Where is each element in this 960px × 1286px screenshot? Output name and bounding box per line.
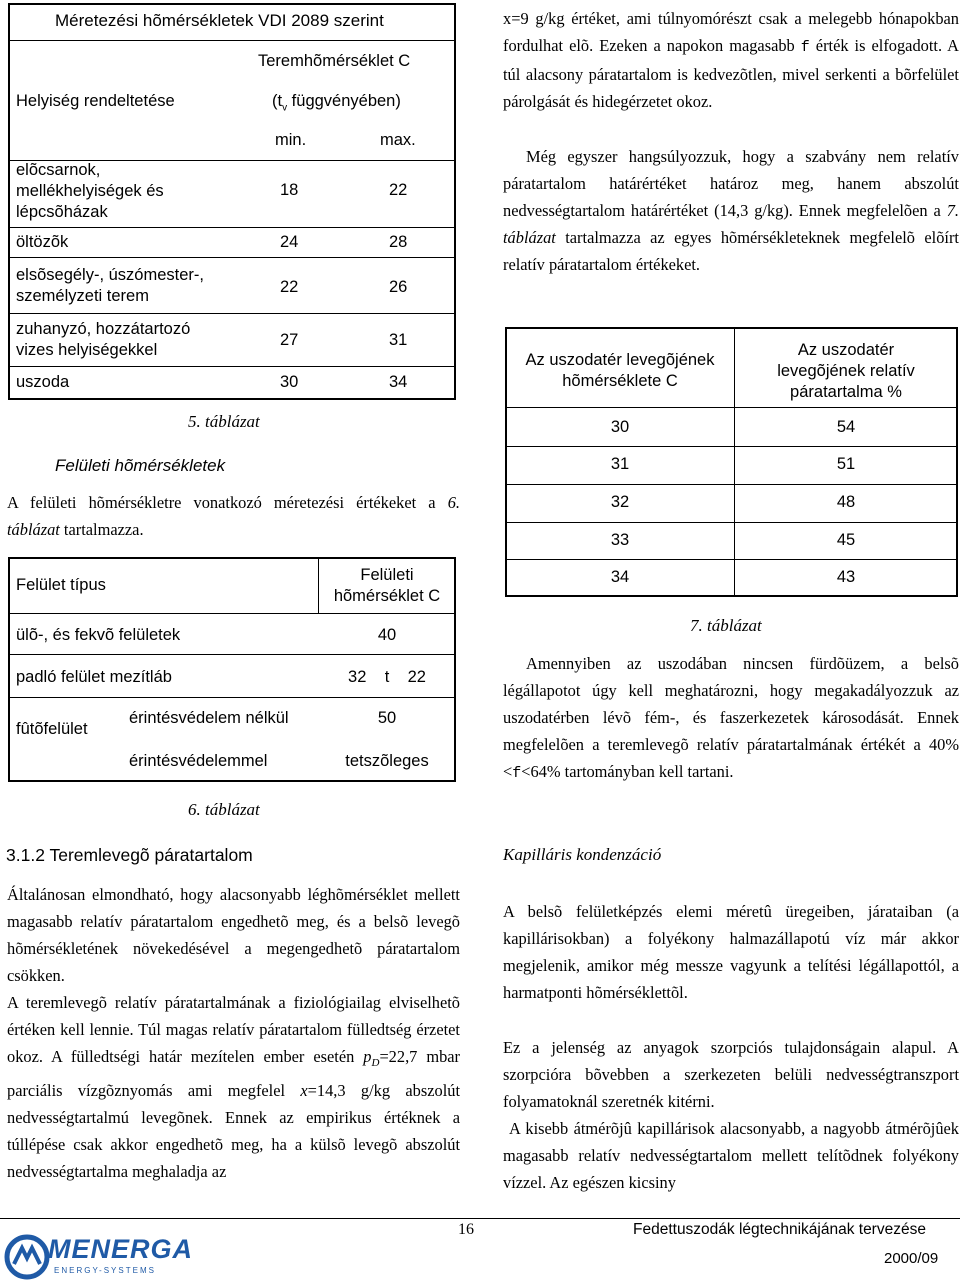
- paragraph-kapillaris-3: A kisebb átmérõjû kapillárisok alacsonyabb, a nagyobb átmérõjûek magasabb relatív nedvességtartalom mellett telítõdnek folyékony vízzel. Az egészen kicsiny: [503, 1119, 959, 1192]
- table7-rule: [506, 559, 957, 560]
- table5-col2-header-2: ($t_v$ függvényében): [272, 92, 401, 114]
- logo-wordmark: MENERGA: [48, 1234, 194, 1264]
- table6-col2-header: Felületi hõmérséklet C: [333, 566, 441, 605]
- table6-row3-sub2: érintésvédelemmel: [129, 752, 268, 770]
- table6-rule: [9, 613, 455, 614]
- table6-row3-sub1: érintésvédelem nélkül: [129, 709, 289, 727]
- section-heading-kapillaris: Kapilláris kondenzáció: [503, 845, 662, 864]
- table7-rule: [506, 522, 957, 523]
- table5-max-label: max.: [380, 131, 416, 149]
- paragraph-right-3: Amennyiben az uszodában nincsen fürdõüzem, a belsõ légállapotot úgy kell meghatározni, hogy megakadályozzuk az uszodatérben lévõ fém-, és faszerkezetek károsodását. Ennek megfelelõen a teremlevegõ relatív páratartalmának értékét a 40%<f<64% tartományban kell tartani.: [503, 654, 959, 782]
- table6-caption: 6. táblázat: [188, 800, 260, 819]
- logo-subtitle: ENERGY-SYSTEMS: [54, 1266, 156, 1275]
- table6-row3-sub1-value: 50: [377, 709, 397, 727]
- paragraph-kapillaris-1: A belsõ felületképzés elemi méretû üregeiben, járataiban (a kapillárisokban) a folyékony halmazállapotú víz már akkor megjelenik, amikor még messze vagyunk a telítési légállapottól, a harmatponti hõmérséklettõl.: [503, 902, 959, 1002]
- table5-row-1-name: elõcsarnok, mellékhelyiségek és lépcsõházak: [16, 161, 164, 221]
- document-date: 2000/09: [884, 1250, 939, 1267]
- table7-row-3-t: 32: [610, 493, 630, 511]
- table6-row3-sub2-value: tetszõleges: [345, 752, 429, 770]
- page-number: 16: [458, 1221, 474, 1238]
- table5-row-4-name: zuhanyzó, hozzátartozó vizes helyiségekkel: [16, 320, 191, 359]
- table5-row-4-max: 31: [389, 331, 408, 349]
- table5-row-2-max: 28: [389, 233, 408, 251]
- table6-row3-label: fûtõfelület: [16, 720, 88, 738]
- table7-row-1-rh: 54: [836, 418, 856, 436]
- table5-rule: [9, 366, 455, 367]
- table5-row-2-min: 24: [280, 233, 299, 251]
- table5-row-2-name: öltözõk: [16, 233, 69, 251]
- footer-rule: [0, 1218, 960, 1219]
- table6-row1-label: ülõ-, és fekvõ felületek: [16, 626, 181, 644]
- table5-row-1-max: 22: [389, 181, 408, 199]
- table5-row-5-name: uszoda: [16, 373, 70, 391]
- table7-rule: [506, 446, 957, 447]
- table5-col2-header-1: Teremhõmérséklet C: [258, 52, 411, 70]
- table5-title: Méretezési hõmérsékletek VDI 2089 szerint: [55, 11, 384, 30]
- table6-row1-value: 40: [377, 626, 397, 644]
- table7-row-4-t: 33: [610, 531, 630, 549]
- table5-rule: [9, 40, 455, 41]
- table7-caption: 7. táblázat: [690, 616, 762, 635]
- table5-col1-header: Helyiség rendeltetése: [16, 92, 175, 110]
- table7-rule: [506, 407, 957, 408]
- paragraph-312-1: Általánosan elmondható, hogy alacsonyabb léghõmérséklet mellett magasabb relatív páratartalom engedhetõ meg, és a belsõ levegõ hõmérsékletének növekedésével a megengedhetõ páratartalom csökken.: [7, 885, 460, 985]
- section-heading-feluleti: Felületi hõmérsékletek: [55, 456, 226, 475]
- table7-row-1-t: 30: [610, 418, 630, 436]
- table6-rule: [9, 697, 455, 698]
- menerga-logo-icon: [4, 1234, 50, 1280]
- table6-row2-value: 32 t 22: [348, 668, 426, 686]
- table7-rule: [506, 484, 957, 485]
- table5-row-5-min: 30: [280, 373, 299, 391]
- table5-row-4-min: 27: [280, 331, 299, 349]
- table7-row-4-rh: 45: [836, 531, 856, 549]
- table7-col1-header: Az uszodatér levegõjének hõmérséklete C: [525, 351, 715, 390]
- table6-row2-label: padló felület mezítláb: [16, 668, 172, 686]
- table5-min-label: min.: [275, 131, 307, 149]
- menerga-logo: [4, 1232, 194, 1282]
- table5-row-3-min: 22: [280, 278, 299, 296]
- table5-row-3-max: 26: [389, 278, 408, 296]
- table7-col2-header: Az uszodatér levegõjének relatív páratartalma %: [777, 341, 915, 401]
- table6-col1-header: Felület típus: [16, 576, 106, 594]
- paragraph-feluleti: A felületi hõmérsékletre vonatkozó méretezési értékeket a 6. táblázat tartalmazza.: [7, 493, 460, 539]
- table5-row-3-name: elsõsegély-, úszómester-, személyzeti terem: [16, 266, 204, 305]
- table7-row-2-rh: 51: [836, 455, 856, 473]
- table5-rule: [9, 313, 455, 314]
- table7-row-3-rh: 48: [836, 493, 856, 511]
- section-heading-312: 3.1.2 Teremlevegõ páratartalom: [6, 845, 253, 865]
- paragraph-right-2: Még egyszer hangsúlyozzuk, hogy a szabvány nem relatív páratartalom határértéket határoz meg, hanem abszolút nedvességtartalom határértéket (14,3 g/kg). Ennek megfelelõen a 7. táblázat tartalmazza az egyes hõmérsékleteknek megfelelõ elõírt relatív páratartalom értékeket.: [503, 147, 959, 274]
- paragraph-312-2: A teremlevegõ relatív páratartalmának a fiziológiailag elviselhetõ értéken kell lennie. Túl magas relatív páratartalom fülledtség érzetet okoz. A fülledtségi határ mezítelen ember esetén $p_D=22,7$ mbar parciális vízgõznyomás ami megfelel x=14,3 g/kg abszolút nedvességtartalmú levegõnek. Ennek az empirikus értéknek a túllépése csak akkor engedhetõ meg, ha a külsõ levegõ abszolút nedvességtartalma meghaladja az: [7, 993, 461, 1182]
- table7-row-5-rh: 43: [836, 568, 856, 586]
- table5-row-5-max: 34: [389, 373, 408, 391]
- paragraph-kapillaris-2: Ez a jelenség az anyagok szorpciós tulajdonságain alapul. A szorpcióra bõvebben a szerkezeten belüli nedvességtranszport folyamatoknál szeretnék kitérni.: [503, 1038, 959, 1111]
- paragraph-right-1: x=9 g/kg értéket, ami túlnyomórészt csak a melegebb hónapokban fordulhat elõ. Ezeken a napokon magasabb f érték is elfogadott. A túl alacsony páratartalom is kedvezõtlen, mivel serkenti a bõrfelület párolgását és hidegérzetet okoz.: [503, 9, 959, 111]
- table7-row-2-t: 31: [610, 455, 630, 473]
- table5-row-1-min: 18: [280, 181, 299, 199]
- document-title: Fedettuszodák légtechnikájának tervezése: [633, 1221, 926, 1238]
- table7-row-5-t: 34: [610, 568, 630, 586]
- table5-rule: [9, 257, 455, 258]
- table6-rule: [9, 654, 455, 655]
- table5-rule: [9, 227, 455, 228]
- table5-caption: 5. táblázat: [188, 412, 260, 431]
